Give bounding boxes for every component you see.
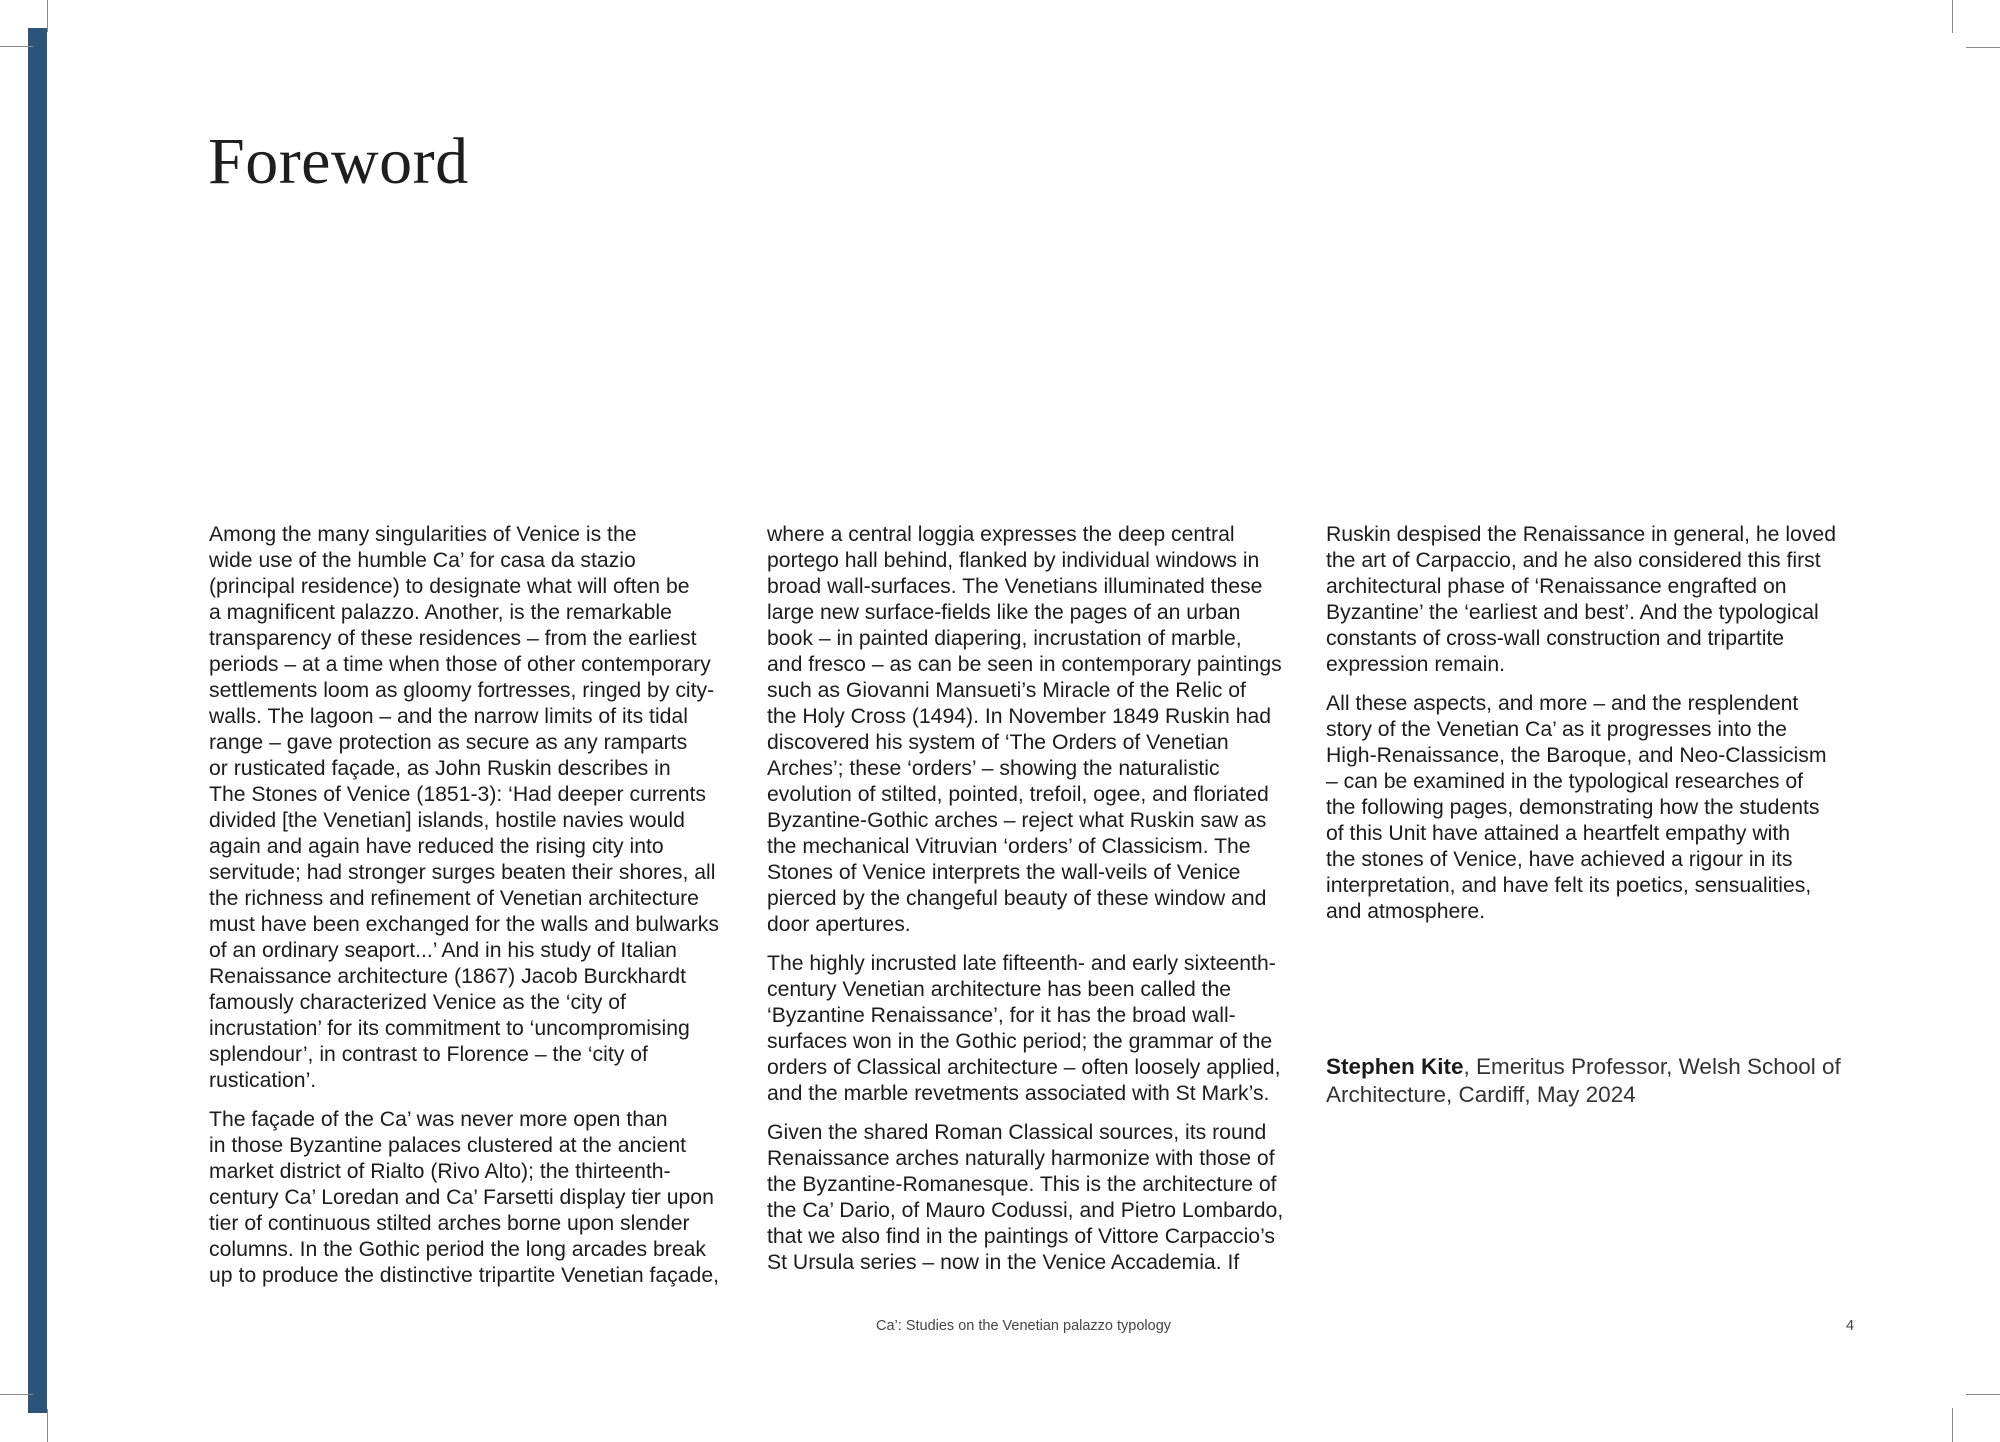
paragraph [1326,691,1886,925]
text-line: book – in painted diapering, incrustation of marble, [767,627,1242,650]
text-column-2 [767,522,1327,1289]
text-line: famously characterized Venice as the ‘city of [209,991,626,1014]
text-line: pierced by the changeful beauty of these window and [767,887,1267,910]
text-line: evolution of stilted, pointed, trefoil, ogee, and floriated [767,783,1269,806]
text-line: door apertures. [767,913,911,936]
text-line: – can be examined in the typological researches of [1326,770,1804,793]
text-line: the following pages, demonstrating how the students [1326,796,1820,819]
text-column-3 [1326,522,1886,938]
text-line: servitude; had stronger surges beaten their shores, all [209,861,716,884]
text-line: incrustation’ for its commitment to ‘uncompromising [209,1017,690,1040]
paragraph [209,1107,769,1289]
text-line: century Ca’ Loredan and Ca’ Farsetti display tier upon [209,1186,714,1209]
text-line: Arches’; these ‘orders’ – showing the naturalistic [767,757,1220,780]
text-line: divided [the Venetian] islands, hostile navies would [209,809,685,832]
text-line: discovered his system of ‘The Orders of Venetian [767,731,1229,754]
text-line: again and again have reduced the rising city into [209,835,664,858]
text-line: portego hall behind, flanked by individual windows in [767,549,1260,572]
author-affiliation-line-2: Architecture, Cardiff, May 2024 [1326,1082,1636,1107]
text-line: the Holy Cross (1494). In November 1849 Ruskin had [767,705,1272,728]
text-line: expression remain. [1326,653,1505,676]
text-line: St Ursula series – now in the Venice Accademia. If [767,1251,1240,1274]
text-line: that we also find in the paintings of Vittore Carpaccio’s [767,1225,1276,1248]
text-line: periods – at a time when those of other contemporary [209,653,711,676]
text-line: The Stones of Venice (1851-3): ‘Had deeper currents [209,783,707,806]
text-line: constants of cross-wall construction and tripartite [1326,627,1785,650]
text-line: up to produce the distinctive tripartite Venetian façade, [209,1264,719,1287]
page-title: Foreword [208,125,469,198]
text-line: Stones of Venice interprets the wall-veils of Venice [767,861,1241,884]
text-line: transparency of these residences – from the earliest [209,627,697,650]
text-line: interpretation, and have felt its poetics, sensualities, [1326,874,1812,897]
text-line: rustication’. [209,1069,317,1092]
crop-mark-top-right-v [1952,0,1953,33]
text-line: the art of Carpaccio, and he also considered this first [1326,549,1821,572]
text-line: settlements loom as gloomy fortresses, ringed by city- [209,679,715,702]
paragraph [209,522,769,1094]
text-line: the Byzantine-Romanesque. This is the architecture of [767,1173,1277,1196]
text-line: the stones of Venice, have achieved a rigour in its [1326,848,1793,871]
crop-mark-bottom-left-h [0,1394,33,1395]
text-line: must have been exchanged for the walls and bulwarks [209,913,719,936]
paragraph [767,522,1327,938]
text-line: and fresco – as can be seen in contemporary paintings [767,653,1282,676]
text-line: where a central loggia expresses the deep central [767,523,1235,546]
text-line: Ruskin despised the Renaissance in general, he loved [1326,523,1837,546]
text-line: walls. The lagoon – and the narrow limits of its tidal [209,705,688,728]
text-line: of this Unit have attained a heartfelt empathy with [1326,822,1791,845]
crop-mark-top-left-v [47,0,48,32]
text-line: and atmosphere. [1326,900,1486,923]
running-footer-title: Ca’: Studies on the Venetian palazzo typology [876,1318,1172,1334]
text-line: Byzantine’ the ‘earliest and best’. And the typological [1326,601,1819,624]
author-signature [1326,1053,1866,1109]
text-line: in those Byzantine palaces clustered at the ancient [209,1134,687,1157]
page-number: 4 [1846,1318,1855,1334]
author-affiliation: , Emeritus Professor, Welsh School of [1463,1054,1841,1079]
text-line: Renaissance arches naturally harmonize with those of [767,1147,1275,1170]
text-line: columns. In the Gothic period the long arcades break [209,1238,707,1261]
paragraph [767,1120,1327,1276]
author-name: Stephen Kite [1326,1054,1464,1079]
text-line: large new surface-fields like the pages of an urban [767,601,1241,624]
text-line: ‘Byzantine Renaissance’, for it has the broad wall- [767,1004,1236,1027]
text-line: and the marble revetments associated with St Mark’s. [767,1082,1270,1105]
paragraph [767,951,1327,1107]
text-line: century Venetian architecture has been called the [767,978,1232,1001]
text-line: range – gave protection as secure as any ramparts [209,731,688,754]
text-line: Byzantine-Gothic arches – reject what Ruskin saw as [767,809,1267,832]
text-line: the Ca’ Dario, of Mauro Codussi, and Pietro Lombardo, [767,1199,1284,1222]
text-line: the richness and refinement of Venetian architecture [209,887,699,910]
text-line: market district of Rialto (Rivo Alto); the thirteenth- [209,1160,671,1183]
crop-mark-bottom-right-v [1952,1408,1953,1442]
text-line: of an ordinary seaport...’ And in his study of Italian [209,939,677,962]
text-line: All these aspects, and more – and the resplendent [1326,692,1799,715]
paragraph [1326,522,1886,678]
accent-spine-bar [28,28,47,1413]
text-line: a magnificent palazzo. Another, is the remarkable [209,601,672,624]
crop-mark-top-right-h [1966,47,2000,48]
text-line: the mechanical Vitruvian ‘orders’ of Classicism. The [767,835,1251,858]
text-line: broad wall-surfaces. The Venetians illuminated these [767,575,1263,598]
text-line: such as Giovanni Mansueti’s Miracle of the Relic of [767,679,1246,702]
text-line: orders of Classical architecture – often loosely applied, [767,1056,1281,1079]
text-column-1 [209,522,769,1302]
crop-mark-bottom-left-v [47,1409,48,1442]
text-line: wide use of the humble Ca’ for casa da stazio [209,549,636,572]
text-line: splendour’, in contrast to Florence – the ‘city of [209,1043,648,1066]
text-line: tier of continuous stilted arches borne upon slender [209,1212,690,1235]
text-line: The highly incrusted late fifteenth- and early sixteenth- [767,952,1276,975]
crop-mark-top-left-h [0,46,33,47]
text-line: or rusticated façade, as John Ruskin describes in [209,757,671,780]
text-line: High-Renaissance, the Baroque, and Neo-Classicism [1326,744,1827,767]
text-line: architectural phase of ‘Renaissance engrafted on [1326,575,1787,598]
text-line: Given the shared Roman Classical sources, its round [767,1121,1267,1144]
text-line: (principal residence) to designate what will often be [209,575,690,598]
text-line: Renaissance architecture (1867) Jacob Burckhardt [209,965,686,988]
text-line: story of the Venetian Ca’ as it progresses into the [1326,718,1787,741]
text-line: The façade of the Ca’ was never more open than [209,1108,668,1131]
text-line: Among the many singularities of Venice is the [209,523,637,546]
text-line: surfaces won in the Gothic period; the grammar of the [767,1030,1273,1053]
crop-mark-bottom-right-h [1966,1394,2000,1395]
